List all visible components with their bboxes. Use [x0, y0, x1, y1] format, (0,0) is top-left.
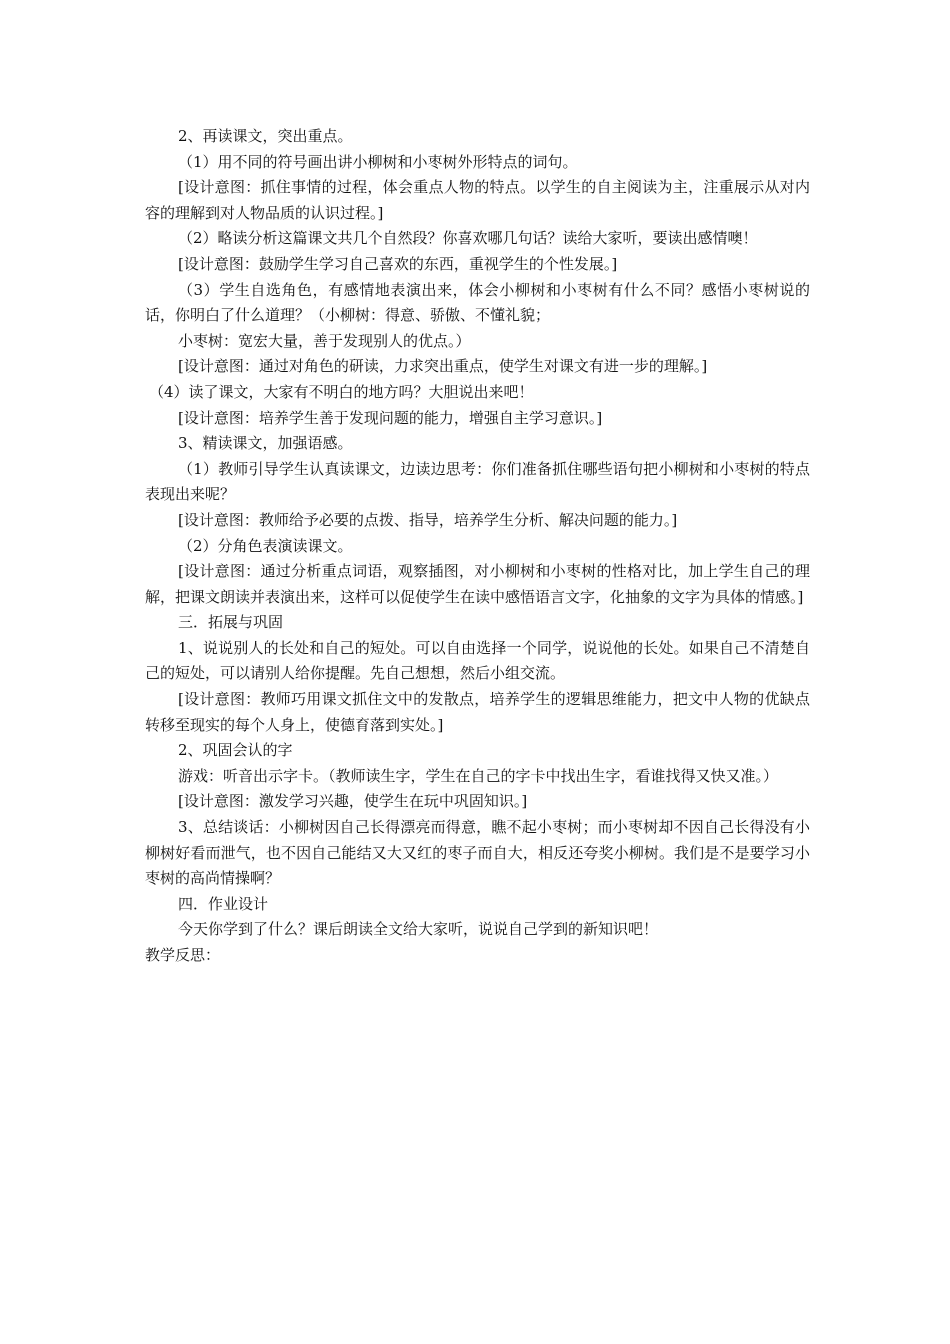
paragraph-24: 今天你学到了什么？课后朗读全文给大家听，说说自己学到的新知识吧！ [178, 920, 659, 939]
section-heading-4: 四．作业设计 [178, 894, 269, 913]
paragraph-22: 3、总结谈话：小柳树因自己长得漂亮而得意，瞧不起小枣树；而小枣树却不因自己长得没有小柳树好看而泄气，也不因自己能结又大又红的枣子而自大，相反还夸奖小柳树。我们是不是要学习小枣树的高尚情操啊？ [145, 818, 810, 888]
paragraph-13: [设计意图：教师给予必要的点拨、指导，培养学生分析、解决问题的能力。] [178, 510, 678, 529]
paragraph-3: [设计意图：抓住事情的过程，体会重点人物的特点。以学生的自主阅读为主，注重展示从对内容的理解到对人物品质的认识过程。] [145, 178, 810, 222]
paragraph-19: 2、巩固会认的字 [178, 741, 293, 760]
paragraph-12: （1）教师引导学生认真读课文，边读边思考：你们准备抓住哪些语句把小柳树和小枣树的特点表现出来呢？ [145, 459, 810, 504]
paragraph-21: [设计意图：激发学习兴趣，使学生在玩中巩固知识。] [178, 792, 528, 811]
paragraph-4: （2）略读分析这篇课文共几个自然段？你喜欢哪几句话？读给大家听，要读出感情噢！ [178, 229, 758, 248]
paragraph-11: 3、精读课文，加强语感。 [178, 434, 353, 453]
paragraph-14: （2）分角色表演读课文。 [178, 536, 353, 555]
paragraph-1: 2、再读课文，突出重点。 [178, 127, 353, 145]
document-body [145, 124, 810, 969]
paragraph-10: [设计意图：培养学生善于发现问题的能力，增强自主学习意识。] [178, 408, 603, 427]
paragraph-18: [设计意图：教师巧用课文抓住文中的发散点，培养学生的逻辑思维能力，把文中人物的优缺点转移至现实的每个人身上，使德育落到实处。] [145, 690, 810, 734]
paragraph-6: （3）学生自选角色，有感情地表演出来，体会小柳树和小枣树有什么不同？感悟小枣树说的话，你明白了什么道理？（小柳树：得意、骄傲、不懂礼貌； [145, 280, 810, 325]
paragraph-8: [设计意图：通过对角色的研读，力求突出重点，使学生对课文有进一步的理解。] [178, 357, 708, 376]
teaching-reflection-label: 教学反思： [145, 946, 221, 964]
paragraph-17: 1、说说别人的长处和自己的短处。可以自由选择一个同学，说说他的长处。如果自己不清楚自己的短处，可以请别人给你提醒。先自己想想，然后小组交流。 [145, 638, 810, 683]
paragraph-7: 小枣树：宽宏大量，善于发现别人的优点。） [178, 331, 471, 350]
paragraph-15: [设计意图：通过分析重点词语，观察插图，对小柳树和小枣树的性格对比，加上学生自己的理解，把课文朗读并表演出来，这样可以促使学生在读中感悟语言文字，化抽象的文字为具体的情感。] [145, 562, 810, 606]
paragraph-20: 游戏：听音出示字卡。（教师读生字，学生在自己的字卡中找出生字，看谁找得又快又准。） [178, 766, 779, 785]
section-heading-3: 三．拓展与巩固 [178, 613, 284, 632]
paragraph-9: （4）读了课文，大家有不明白的地方吗？大胆说出来吧！ [149, 382, 534, 401]
paragraph-5: [设计意图：鼓励学生学习自己喜欢的东西，重视学生的个性发展。] [178, 254, 618, 273]
paragraph-2: （1）用不同的符号画出讲小柳树和小枣树外形特点的词句。 [178, 152, 578, 171]
